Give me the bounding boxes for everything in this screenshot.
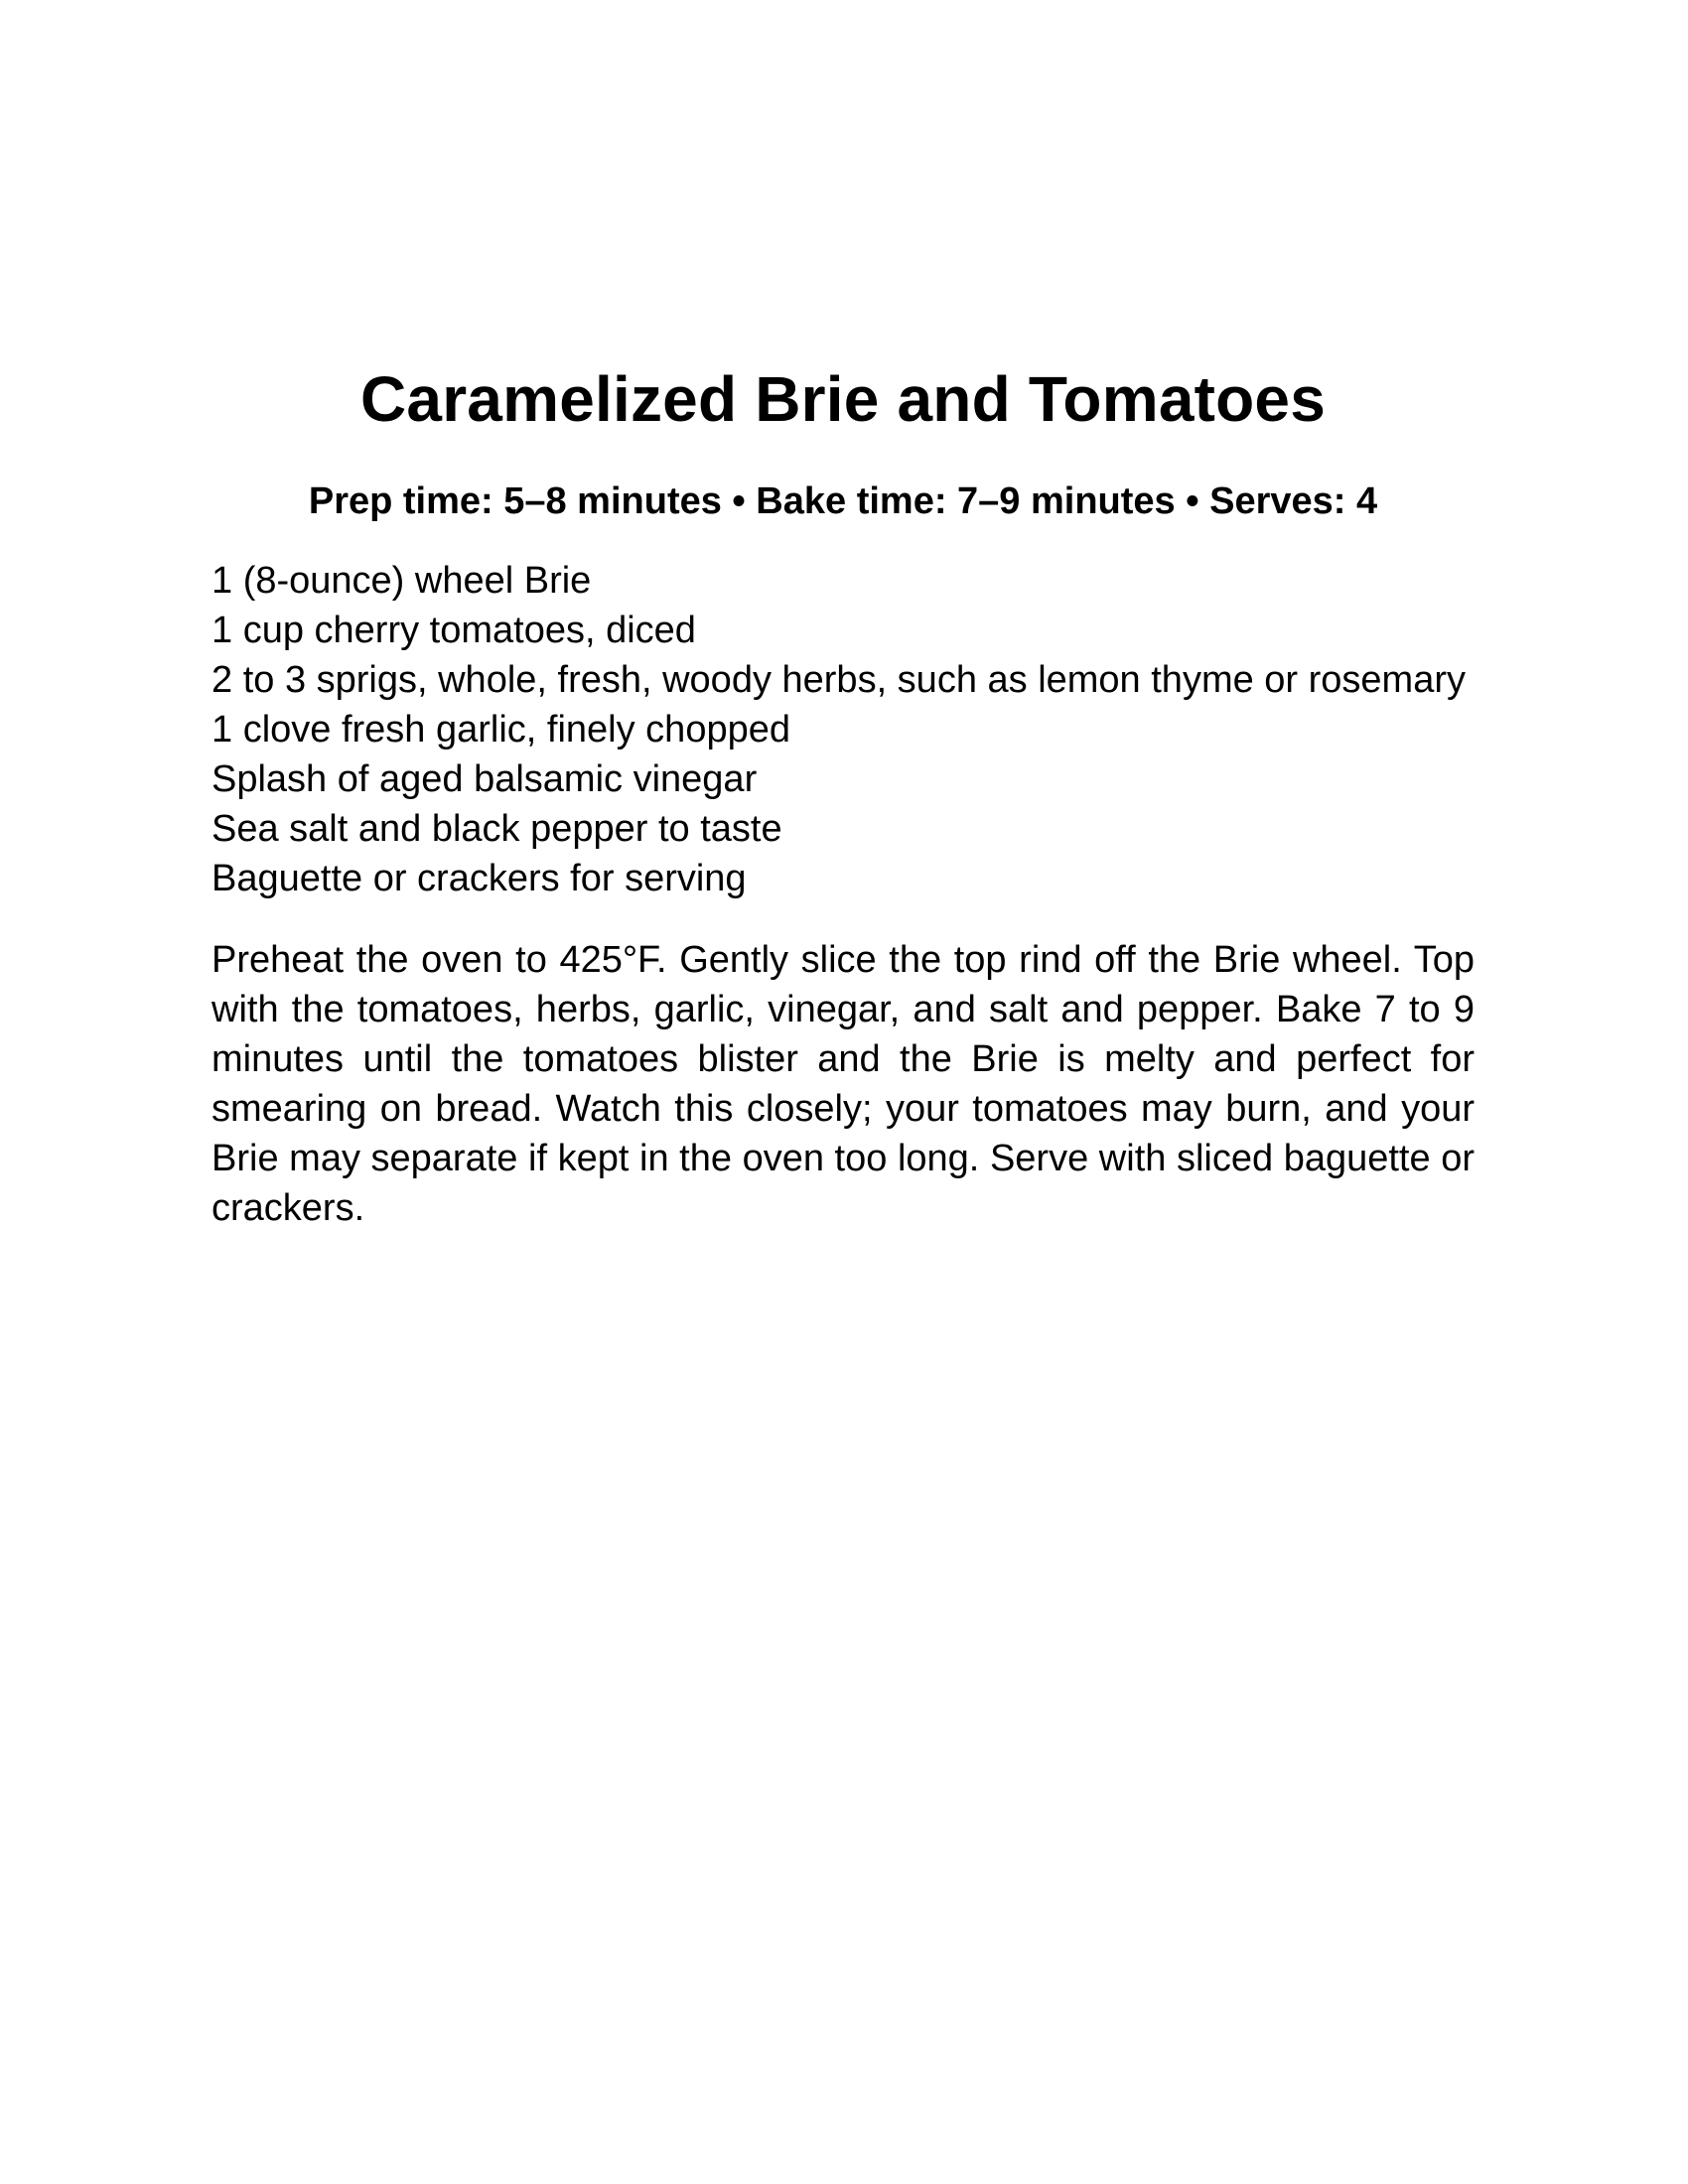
ingredient-item: 1 clove fresh garlic, finely chopped [211, 709, 790, 751]
ingredient-item: Sea salt and black pepper to taste [211, 808, 782, 850]
ingredient-item: 2 to 3 sprigs, whole, fresh, woody herbs, such as lemon thyme or rosemary [211, 659, 1466, 701]
ingredient-item: Splash of aged balsamic vinegar [211, 758, 758, 800]
ingredient-item: 1 cup cherry tomatoes, diced [211, 610, 696, 651]
recipe-instructions: Preheat the oven to 425°F. Gently slice the top rind off the Brie wheel. Top with the tomatoes, herbs, garlic, vinegar, and salt and pepper. Bake 7 to 9 minutes until the tomatoes blister and the Brie is melty and perfect for smearing on bread. Watch this closely; your tomatoes may burn, and your Brie may separate if kept in the oven too long. Serve with sliced baguette or crackers. [211, 939, 1475, 1229]
recipe-meta: Prep time: 5–8 minutes • Bake time: 7–9 minutes • Serves: 4 [308, 480, 1378, 522]
recipe-page [211, 357, 1475, 1233]
ingredient-list [211, 556, 1475, 903]
ingredient-item: Baguette or crackers for serving [211, 858, 747, 899]
recipe-title: Caramelized Brie and Tomatoes [359, 363, 1327, 435]
ingredient-item: 1 (8-ounce) wheel Brie [211, 560, 592, 602]
